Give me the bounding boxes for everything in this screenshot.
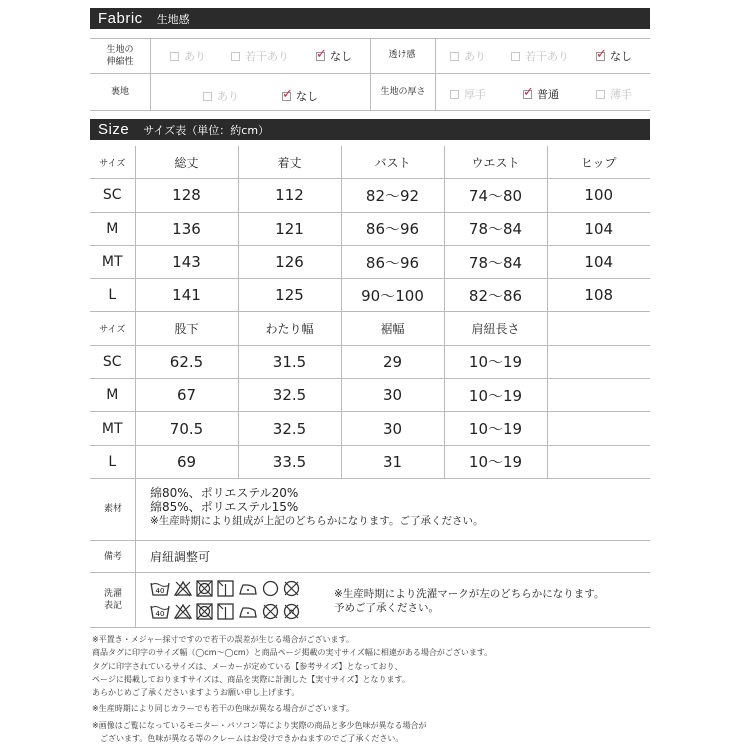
wash-tub-icon (150, 603, 170, 620)
table-cell (547, 445, 650, 478)
divider (135, 478, 136, 627)
table-cell: 10〜19 (444, 379, 547, 412)
table-cell (547, 345, 650, 378)
checkbox-icon (450, 90, 459, 99)
no-bleach-icon (174, 603, 192, 620)
table-cell: 128 (135, 179, 238, 212)
material-text (150, 486, 483, 528)
iron-low-icon (238, 603, 258, 620)
checkbox-checked-icon: ✓ (523, 84, 534, 100)
table-row (90, 179, 650, 212)
header-cell: 着丈 (238, 146, 341, 179)
table-cell: 82〜86 (444, 279, 547, 312)
size-title: Size (98, 121, 130, 138)
wash-tub-icon (150, 580, 170, 597)
divider (150, 38, 151, 110)
table-cell: 100 (547, 179, 650, 212)
checkbox-checked-icon: ✓ (596, 46, 607, 62)
table-cell: L (90, 445, 135, 478)
header-cell: わたり幅 (238, 312, 341, 345)
table-cell: 30 (341, 379, 444, 412)
table-cell: 69 (135, 445, 238, 478)
checkbox-checked-icon: ✓ (316, 46, 327, 62)
thickness-label: 生地の厚さ (380, 87, 426, 97)
size-subtitle: サイズ表（単位：約cm） (143, 123, 270, 137)
table-row (90, 245, 650, 278)
table-cell: 32.5 (238, 412, 341, 445)
header-cell: サイズ (90, 312, 135, 345)
note-line: 商品タグに印字のサイズ幅（◯cm〜◯cm）と商品ページ掲載の実寸サイズ幅に相違がある場合がございます。 (92, 648, 493, 658)
footer-notes (92, 633, 648, 745)
header-cell: 裾幅 (341, 312, 444, 345)
care-note-line: 予めご了承ください。 (334, 602, 439, 614)
size-header-bar (90, 119, 650, 140)
fabric-subtitle: 生地感 (156, 12, 190, 26)
table-cell: 32.5 (238, 379, 341, 412)
stretch-label: 生地の 伸縮性 (106, 45, 134, 67)
fabric-header-bar (90, 8, 650, 29)
sheer-label: 透け感 (388, 50, 416, 60)
stretch-option-yes: あり (170, 48, 206, 64)
table-cell: 30 (341, 412, 444, 445)
table-header-row (90, 146, 650, 179)
table-cell: 86〜96 (341, 245, 444, 278)
care-icons-row-2 (150, 603, 300, 620)
line-dry-shade-icon (217, 580, 234, 597)
table-cell (547, 412, 650, 445)
table-cell: MT (90, 245, 135, 278)
table-cell: 86〜96 (341, 212, 444, 245)
divider (90, 110, 650, 111)
table-cell: 82〜92 (341, 179, 444, 212)
table-cell: 31 (341, 445, 444, 478)
table-cell: 104 (547, 212, 650, 245)
checkbox-checked-icon: ✓ (282, 86, 293, 102)
table-cell: 141 (135, 279, 238, 312)
remarks-text: 肩紐調整可 (150, 550, 211, 564)
stretch-option-slight: 若干あり (231, 48, 289, 64)
table-row (90, 445, 650, 478)
lining-option-no: ✓ なし (282, 86, 318, 103)
checkbox-icon (170, 52, 179, 61)
divider (90, 627, 650, 628)
header-cell: 股下 (135, 312, 238, 345)
table-cell: L (90, 279, 135, 312)
stretch-option-no: ✓ なし (316, 46, 352, 63)
care-label: 洗濯 表記 (103, 589, 122, 611)
header-cell: ヒップ (547, 146, 650, 179)
lining-label: 裏地 (110, 87, 129, 97)
note-line: ※平置き・メジャー採寸ですので若干の誤差が生じる場合がございます。 (92, 635, 354, 644)
header-cell: 肩紐長さ (444, 312, 547, 345)
table-cell: 104 (547, 245, 650, 278)
no-tumble-dry-icon (196, 603, 213, 620)
table-cell: 125 (238, 279, 341, 312)
checkbox-icon (203, 92, 212, 101)
table-cell: 31.5 (238, 345, 341, 378)
divider (370, 38, 371, 110)
svg-text:W: W (288, 609, 295, 616)
table-cell: 74〜80 (444, 179, 547, 212)
table-row (90, 379, 650, 412)
table-cell: 67 (135, 379, 238, 412)
table-cell (547, 379, 650, 412)
note-line: ※生産時期により同じカラーでも若干の色味が異なる場合がございます。 (92, 704, 355, 714)
svg-text:40: 40 (155, 587, 165, 595)
table-cell: 78〜84 (444, 245, 547, 278)
no-wet-clean-icon (283, 580, 300, 597)
no-dry-clean-icon (262, 603, 279, 620)
header-cell: バスト (341, 146, 444, 179)
divider (435, 38, 436, 110)
table-cell: 10〜19 (444, 412, 547, 445)
note-line: タグに印字されているサイズは、メーカーが定めている【参考サイズ】となっており、 (92, 661, 403, 671)
sheer-option-yes: あり (450, 48, 486, 64)
divider (90, 540, 650, 541)
divider (90, 572, 650, 573)
header-cell: ウエスト (444, 146, 547, 179)
lining-option-yes: あり (203, 88, 239, 104)
note-line: ございます。色味が異なる等のクレームはお受けできかねますのでご了承ください。 (92, 734, 404, 744)
table-cell: 143 (135, 245, 238, 278)
no-wet-clean-icon (283, 603, 300, 620)
table-cell: SC (90, 345, 135, 378)
line-dry-shade-icon (217, 603, 234, 620)
size-table (90, 146, 650, 479)
table-cell: MT (90, 412, 135, 445)
care-note-line: ※生産時期により洗濯マークが左のどちらかになります。 (334, 588, 605, 600)
iron-low-icon (238, 580, 258, 597)
sheer-option-slight: 若干あり (511, 48, 569, 64)
table-cell: 70.5 (135, 412, 238, 445)
sheer-option-no: ✓ なし (596, 46, 632, 63)
header-cell: 総丈 (135, 146, 238, 179)
fabric-title: Fabric (98, 10, 143, 27)
table-cell: 112 (238, 179, 341, 212)
table-cell: 10〜19 (444, 445, 547, 478)
checkbox-icon (450, 52, 459, 61)
checkbox-icon (511, 52, 520, 61)
note-line: あらかじめご了承くださいますようお願い申し上げます。 (92, 688, 300, 698)
material-label: 素材 (103, 504, 122, 514)
thickness-option-normal: ✓ 普通 (523, 84, 559, 101)
table-cell: 90〜100 (341, 279, 444, 312)
table-cell: 62.5 (135, 345, 238, 378)
header-cell (547, 312, 650, 345)
no-bleach-icon (174, 580, 192, 597)
material-line: 綿80%、ポリエステル20% (150, 486, 299, 500)
table-cell: 78〜84 (444, 212, 547, 245)
svg-text:40: 40 (155, 610, 165, 618)
table-cell: M (90, 212, 135, 245)
table-cell: M (90, 379, 135, 412)
table-cell: 33.5 (238, 445, 341, 478)
table-cell: 29 (341, 345, 444, 378)
table-row (90, 212, 650, 245)
checkbox-icon (596, 90, 605, 99)
table-cell: 126 (238, 245, 341, 278)
table-cell: 108 (547, 279, 650, 312)
table-row (90, 279, 650, 312)
thickness-option-thick: 厚手 (450, 86, 486, 102)
no-tumble-dry-icon (196, 580, 213, 597)
table-row (90, 345, 650, 378)
table-header-row (90, 312, 650, 345)
remarks-label: 備考 (103, 552, 122, 562)
dry-clean-icon (262, 580, 279, 597)
header-cell: サイズ (90, 146, 135, 179)
care-icons-row-1 (150, 580, 300, 597)
care-note (334, 587, 604, 615)
table-cell: 10〜19 (444, 345, 547, 378)
thickness-option-thin: 薄手 (596, 86, 632, 102)
table-cell: 136 (135, 212, 238, 245)
table-row (90, 412, 650, 445)
note-line: ※画像はご覧になっているモニター・パソコン等により実際の商品と多少色味が異なる場合が (92, 720, 427, 730)
checkbox-icon (231, 52, 240, 61)
material-line: 綿85%、ポリエステル15% (150, 500, 299, 514)
material-note: ※生産時期により組成が上記のどちらかになります。ご了承ください。 (150, 515, 484, 527)
table-cell: SC (90, 179, 135, 212)
note-line: ページに掲載しておりますサイズは、商品を実際に計測した【実寸サイズ】となります。 (92, 674, 410, 684)
table-cell: 121 (238, 212, 341, 245)
